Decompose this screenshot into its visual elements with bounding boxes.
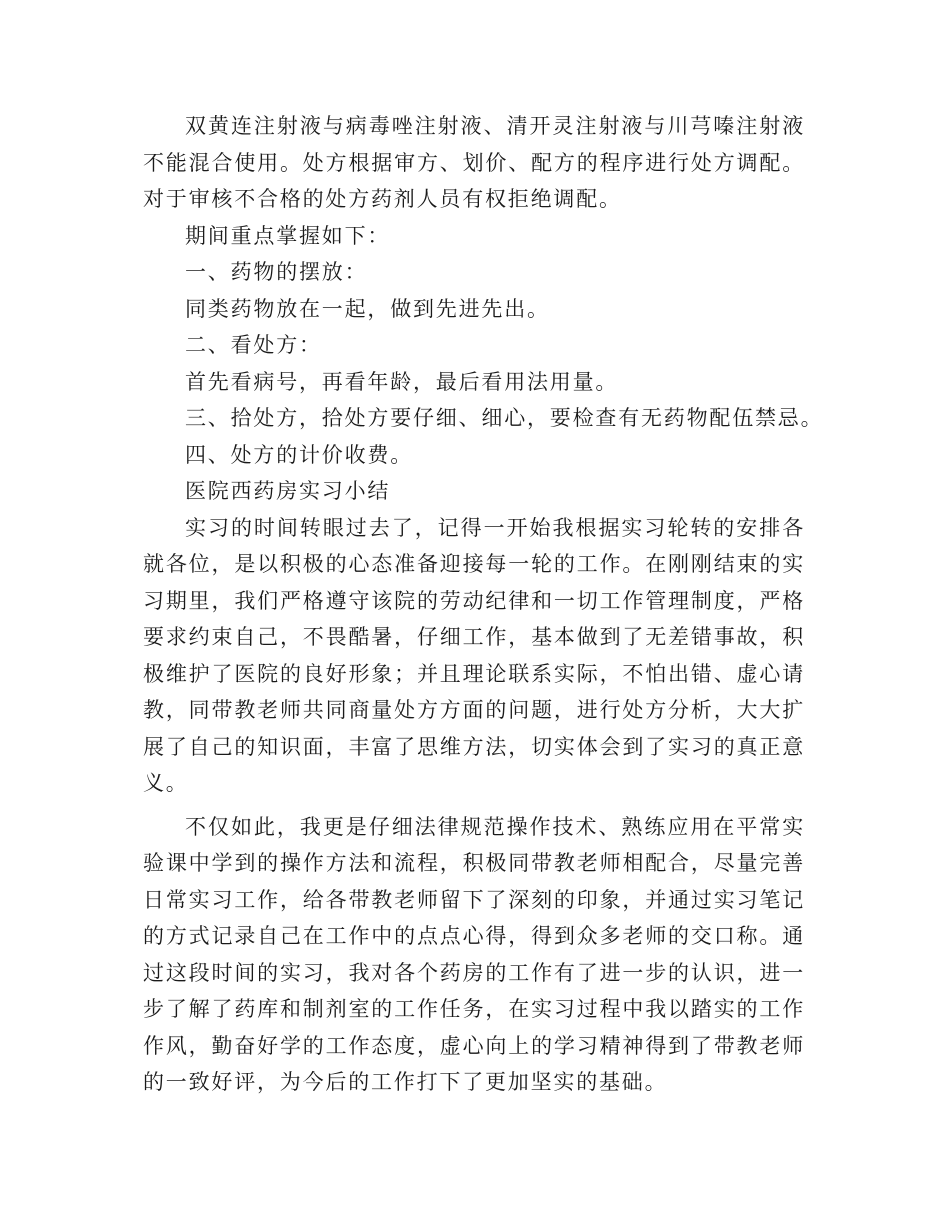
paragraph-injection-rules: 双黄连注射液与病毒唑注射液、清开灵注射液与川芎嗪注射液不能混合使用。处方根据审方、划价、配方的程序进行处方调配。对于审核不合格的处方药剂人员有权拒绝调配。 xyxy=(143,114,805,211)
paragraph-internship-details: 不仅如此，我更是仔细法律规范操作技术、熟练应用在平常实验课中学到的操作方法和流程，积极同带教老师相配合，尽量完善日常实习工作，给各带教老师留下了深刻的印象，并通过实习笔记的方式记录自己在工作中的点点心得，得到众多老师的交口称。通过这段时间的实习，我对各个药房的工作有了进一步的认识，进一步了解了药库和制剂室的工作任务，在实习过程中我以踏实的工作作风，勤奋好学的工作态度，虚心向上的学习精神得到了带教老师的一致好评，为今后的工作打下了更加坚实的基础。 xyxy=(143,814,805,1094)
line-key-points: 期间重点掌握如下： xyxy=(185,223,391,248)
line-drug-placement-detail: 同类药物放在一起，做到先进先出。 xyxy=(185,296,550,321)
paragraph-internship-summary: 实习的时间转眼过去了，记得一开始我根据实习轮转的安排各就各位，是以积极的心态准备迎接每一轮的工作。在刚刚结束的实习期里，我们严格遵守该院的劳动纪律和一切工作管理制度，严格要求约束自己，不畏酷暑，仔细工作，基本做到了无差错事故，积极维护了医院的良好形象；并且理论联系实际，不怕出错、虚心请教，同带教老师共同商量处方方面的问题，进行处方分析，大大扩展了自己的知识面，丰富了思维方法，切实体会到了实习的真正意义。 xyxy=(143,515,805,795)
line-drug-placement-heading: 一、药物的摆放： xyxy=(185,260,368,284)
line-pick-prescription: 三、拾处方，拾处方要仔细、细心，要检查有无药物配伍禁忌。 xyxy=(185,406,824,430)
section-title-summary: 医院西药房实习小结 xyxy=(185,479,391,503)
line-read-prescription-heading: 二、看处方： xyxy=(185,333,322,357)
document-body xyxy=(143,108,824,1101)
paragraph-gap xyxy=(143,802,805,809)
line-read-prescription-detail: 首先看病号，再看年龄，最后看用法用量。 xyxy=(185,369,619,394)
line-pricing: 四、处方的计价收费。 xyxy=(185,442,413,467)
